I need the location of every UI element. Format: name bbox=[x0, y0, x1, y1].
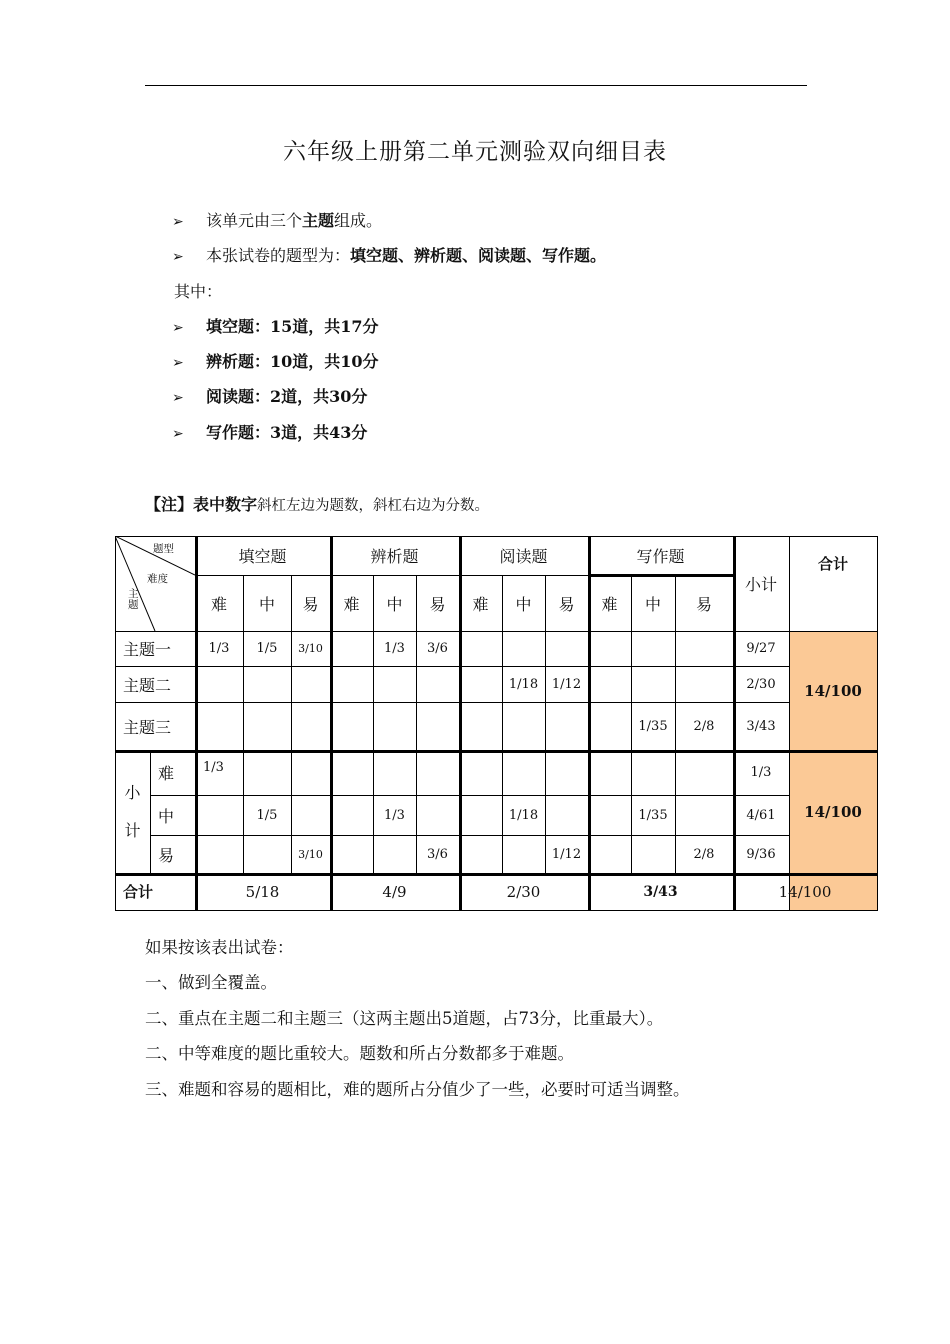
table-rule bbox=[115, 910, 878, 911]
arrow-bullet-icon: ➢ bbox=[172, 319, 184, 336]
table-cell: 3/6 bbox=[427, 846, 448, 862]
table-cell bbox=[330, 750, 373, 795]
type-total-cell: 3/43 bbox=[643, 883, 678, 900]
table-cell bbox=[416, 750, 459, 795]
table-cell: 1/3 bbox=[384, 807, 405, 823]
table-cell bbox=[459, 631, 502, 666]
conclusion-line: 二、中等难度的题比重较大。题数和所占分数都多于难题。 bbox=[145, 1044, 574, 1064]
table-cell bbox=[675, 795, 733, 835]
table-cell bbox=[243, 750, 291, 795]
question-type-header: 写作题 bbox=[636, 547, 685, 566]
table-cell: 1/5 bbox=[256, 807, 278, 823]
question-type-header: 填空题 bbox=[238, 547, 287, 566]
topic-row-label: 主题二 bbox=[123, 675, 172, 695]
topic-row-label: 主题三 bbox=[123, 717, 172, 737]
table-cell bbox=[291, 702, 330, 750]
note-text: 斜杠左边为题数，斜杠右边为分数。 bbox=[257, 498, 490, 514]
table-cell bbox=[675, 750, 733, 795]
diagonal-line bbox=[115, 536, 195, 575]
difficulty-header: 难 bbox=[601, 594, 618, 614]
table-cell: 3/10 bbox=[298, 847, 323, 861]
conclusion-line: 一、做到全覆盖。 bbox=[145, 973, 277, 993]
topic-subtotal-cell: 9/27 bbox=[746, 641, 776, 656]
table-cell bbox=[195, 795, 243, 835]
corner-type-label: 题型 bbox=[153, 543, 174, 555]
subtotal-header: 小计 bbox=[744, 575, 777, 594]
bullet-text: 其中： bbox=[174, 281, 223, 301]
bullet-item bbox=[172, 312, 606, 347]
table-cell bbox=[373, 702, 416, 750]
table-cell bbox=[545, 702, 588, 750]
arrow-bullet-icon: ➢ bbox=[172, 425, 184, 442]
table-cell bbox=[459, 795, 502, 835]
table-cell bbox=[502, 835, 545, 873]
table-cell bbox=[588, 631, 631, 666]
topic-total-cell: 14/100 bbox=[804, 681, 862, 700]
document-title: 六年级上册第二单元测验双向细目表 bbox=[283, 139, 667, 165]
table-cell bbox=[373, 835, 416, 873]
table-cell bbox=[459, 835, 502, 873]
bullet-item bbox=[172, 347, 606, 382]
table-cell: 3/6 bbox=[427, 641, 448, 656]
conclusion-line: 二、重点在主题二和主题三（这两主题出5道题，占73分，比重最大）。 bbox=[145, 1008, 664, 1028]
table-cell bbox=[416, 795, 459, 835]
total-row-label: 合计 bbox=[123, 883, 154, 901]
subtotal-group-char: 小 bbox=[124, 782, 141, 802]
corner-difficulty-label: 难度 bbox=[147, 573, 168, 585]
table-cell bbox=[195, 666, 243, 702]
table-cell: 1/35 bbox=[638, 718, 668, 734]
table-cell bbox=[545, 795, 588, 835]
conclusion-line: 三、难题和容易的题相比，难的题所占分值少了一些，必要时可适当调整。 bbox=[145, 1079, 690, 1099]
table-cell bbox=[502, 750, 545, 795]
header-rule bbox=[145, 85, 807, 86]
table-cell bbox=[459, 666, 502, 702]
total-header: 合计 bbox=[817, 555, 848, 573]
table-cell: 1/18 bbox=[508, 676, 539, 692]
bullet-text: 填空题、辨析题、阅读题、写作题。 bbox=[350, 246, 607, 266]
table-cell bbox=[291, 750, 330, 795]
note-bold: 【注】表中数字 bbox=[145, 495, 258, 514]
table-cell bbox=[416, 702, 459, 750]
table-cell bbox=[545, 750, 588, 795]
bullet-item bbox=[172, 277, 606, 312]
bullet-text: 该单元由三个 bbox=[206, 211, 303, 230]
difficulty-row-label: 难 bbox=[158, 764, 175, 783]
arrow-bullet-icon: ➢ bbox=[172, 214, 184, 230]
table-cell: 1/35 bbox=[638, 807, 668, 823]
table-cell bbox=[588, 666, 631, 702]
difficulty-header: 难 bbox=[210, 594, 227, 614]
difficulty-row-label: 易 bbox=[158, 845, 175, 865]
difficulty-header: 易 bbox=[302, 594, 319, 614]
question-type-header: 辨析题 bbox=[370, 547, 419, 566]
difficulty-header: 中 bbox=[386, 594, 403, 614]
difficulty-total-cell: 14/100 bbox=[804, 802, 862, 821]
difficulty-header: 难 bbox=[472, 594, 489, 614]
table-cell bbox=[291, 666, 330, 702]
table-cell bbox=[330, 631, 373, 666]
table-cell bbox=[588, 702, 631, 750]
table-cell: 2/8 bbox=[693, 846, 715, 862]
topic-row-label: 主题一 bbox=[123, 640, 172, 659]
arrow-bullet-icon: ➢ bbox=[172, 249, 184, 266]
difficulty-header: 易 bbox=[429, 594, 446, 614]
type-total-cell: 2/30 bbox=[506, 882, 541, 901]
difficulty-header: 易 bbox=[695, 594, 712, 614]
difficulty-header: 易 bbox=[558, 594, 575, 614]
bullet-text: 填空题：15道，共17分 bbox=[206, 316, 379, 336]
difficulty-header: 中 bbox=[644, 594, 661, 614]
difficulty-subtotal-cell: 9/36 bbox=[746, 846, 776, 862]
corner-topic-label: 主题 bbox=[128, 588, 139, 611]
table-cell bbox=[675, 631, 733, 666]
table-cell bbox=[631, 835, 675, 873]
table-cell: 1/3 bbox=[384, 641, 405, 656]
table-cell: 1/5 bbox=[256, 641, 278, 656]
difficulty-header: 中 bbox=[515, 594, 532, 614]
difficulty-row-label: 中 bbox=[158, 806, 175, 826]
grand-total-cell: 14/100 bbox=[778, 882, 832, 901]
table-cell bbox=[195, 702, 243, 750]
difficulty-header: 难 bbox=[343, 594, 360, 614]
type-total-cell: 5/18 bbox=[245, 882, 280, 901]
summary-bullet-list bbox=[172, 206, 606, 453]
table-cell bbox=[588, 795, 631, 835]
topic-subtotal-cell: 3/43 bbox=[746, 718, 776, 734]
table-cell bbox=[195, 835, 243, 873]
bullet-item bbox=[172, 206, 606, 241]
table-cell bbox=[588, 835, 631, 873]
table-cell: 3/10 bbox=[298, 642, 323, 655]
table-cell bbox=[243, 702, 291, 750]
table-rule bbox=[877, 536, 878, 911]
conclusion-paragraphs bbox=[145, 933, 690, 1110]
arrow-bullet-icon: ➢ bbox=[172, 390, 184, 407]
table-cell bbox=[545, 631, 588, 666]
subtotal-group-label bbox=[115, 750, 150, 873]
table-cell bbox=[373, 750, 416, 795]
bullet-text: 组成。 bbox=[334, 211, 383, 230]
table-cell bbox=[502, 702, 545, 750]
table-cell: 1/3 bbox=[208, 641, 230, 656]
table-cell bbox=[631, 750, 675, 795]
table-cell bbox=[330, 666, 373, 702]
bullet-text: 辨析题：10道，共10分 bbox=[206, 352, 379, 372]
table-cell: 1/12 bbox=[551, 846, 582, 862]
bullet-item bbox=[172, 241, 606, 276]
two-way-spec-table bbox=[115, 536, 877, 910]
table-cell bbox=[459, 750, 502, 795]
type-total-cell: 4/9 bbox=[382, 882, 407, 901]
difficulty-subtotal-cell: 4/61 bbox=[746, 807, 776, 823]
table-cell bbox=[243, 835, 291, 873]
conclusion-line: 如果按该表出试卷： bbox=[145, 938, 294, 957]
table-cell bbox=[588, 750, 631, 795]
table-cell bbox=[631, 666, 675, 702]
table-cell bbox=[330, 702, 373, 750]
table-cell bbox=[631, 631, 675, 666]
table-cell bbox=[675, 666, 733, 702]
table-cell bbox=[291, 795, 330, 835]
bullet-text: 主题 bbox=[302, 211, 335, 230]
table-cell: 1/12 bbox=[551, 676, 582, 692]
subtotal-group-char: 计 bbox=[124, 820, 141, 840]
table-cell bbox=[416, 666, 459, 702]
table-cell: 2/8 bbox=[693, 718, 715, 734]
bullet-text: 本张试卷的题型为： bbox=[206, 246, 351, 266]
difficulty-subtotal-cell: 1/3 bbox=[750, 765, 772, 780]
bullet-item bbox=[172, 382, 606, 417]
table-cell bbox=[502, 631, 545, 666]
bullet-text: 写作题：3道，共43分 bbox=[206, 422, 368, 442]
table-cell bbox=[373, 666, 416, 702]
table-cell bbox=[330, 835, 373, 873]
table-cell bbox=[243, 666, 291, 702]
bullet-item bbox=[172, 418, 606, 453]
table-cell bbox=[330, 795, 373, 835]
table-cell bbox=[459, 702, 502, 750]
arrow-bullet-icon: ➢ bbox=[172, 355, 184, 372]
bullet-text: 阅读题：2道，共30分 bbox=[206, 387, 368, 407]
table-cell: 1/18 bbox=[508, 807, 539, 823]
difficulty-header: 中 bbox=[258, 594, 275, 614]
table-cell: 1/3 bbox=[203, 760, 224, 775]
topic-subtotal-cell: 2/30 bbox=[746, 676, 776, 692]
table-note bbox=[145, 492, 489, 515]
question-type-header: 阅读题 bbox=[499, 547, 548, 566]
